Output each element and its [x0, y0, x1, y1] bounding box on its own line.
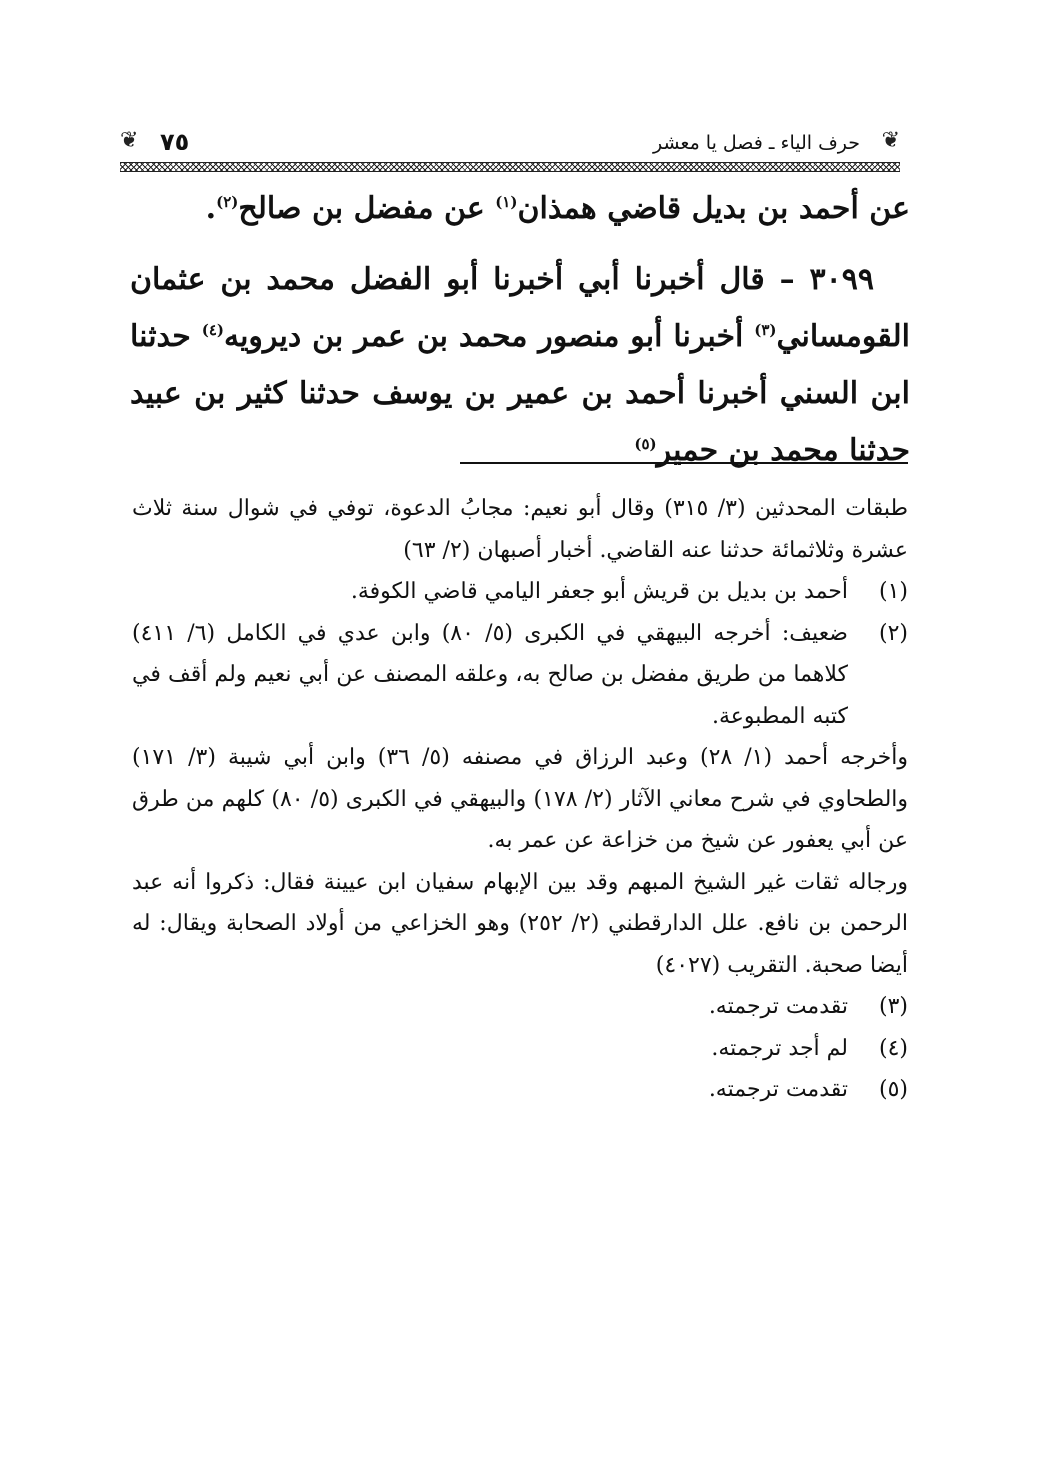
footnote-separator — [460, 462, 908, 464]
footnote-number: (١) — [878, 579, 908, 604]
footnote-text: لم أجد ترجمته. — [711, 1035, 848, 1061]
footnote-ref: (٤) — [201, 321, 224, 339]
footnote-number: (٥) — [878, 1077, 908, 1102]
hadith-paragraph: ٣٠٩٩ – قال أخبرنا أبي أخبرنا أبو الفضل محمد بن عثمان القومساني$^{(٣)}$ أخبرنا أبو منصور محمد بن عمر بن ديرويه$^{(٤)}$ حدثنا ابن السني أخبرنا أحمد بن عمير بن يوسف حدثنا كثير بن عبيد حدثنا محمد بن حمير$^{(٥)}$ — [130, 262, 910, 468]
footnote-text: ضعيف: أخرجه البيهقي في الكبرى (٥/ ٨٠) وابن عدي في الكامل (٦/ ٤١١) كلاهما من طريق مفضل بن صالح به، وعلقه المصنف عن أبي نعيم ولم أقف في كتبه المطبوعة. — [132, 620, 848, 729]
footnote-number: (٣) — [878, 994, 908, 1019]
footnote-ref: (١) — [495, 193, 518, 211]
footnotes — [132, 488, 908, 1111]
main-line: عن أحمد بن بديل قاضي همذان$^{(١)}$ عن مفضل بن صالح$^{(٢)}$. — [205, 191, 910, 226]
footnote-paragraph: وأخرجه أحمد (١/ ٢٨) وعبد الرزاق في مصنفه (٥/ ٣٦) وابن أبي شيبة (٣/ ١٧١) والطحاوي في شرح معاني الآثار (٢/ ١٧٨) والبيهقي في الكبرى (٥/ ٨٠) كلهم من طرق عن أبي يعفور عن شيخ من خزاعة عن عمر به. — [132, 745, 909, 853]
footnote-4 — [132, 1028, 908, 1070]
footnote-number: (٢) — [878, 620, 908, 646]
footnote-number: (٤) — [878, 1035, 908, 1061]
footnote-paragraph: ورجاله ثقات غير الشيخ المبهم وقد بين الإبهام سفيان ابن عيينة فقال: ذكروا أنه عبد الرحمن بن نافع. علل الدارقطني (٢/ ٢٥٢) وهو الخزاعي من أولاد الصحابة ويقال: له أيضا صحبة. التقريب (٤٠٢٧) — [132, 869, 908, 978]
footnote-text: أحمد بن بديل بن قريش أبو جعفر اليامي قاضي الكوفة. — [350, 579, 848, 604]
footnote-1 — [132, 571, 908, 613]
footnote-ref: (٥) — [634, 435, 657, 453]
running-title: حرف الياء ـ فصل يا معشر — [652, 132, 860, 154]
footnote-5 — [132, 1069, 908, 1111]
footnote-ref: (٢) — [216, 193, 239, 211]
footnote-text: تقدمت ترجمته. — [708, 1077, 848, 1102]
footnote-continuation: طبقات المحدثين (٣/ ٣١٥) وقال أبو نعيم: مجابُ الدعوة، توفي في شوال سنة ثلاث عشرة وثلاثمائة حدثنا عنه القاضي. أخبار أصبهان (٢/ ٦٣) — [132, 496, 908, 563]
footnote-ref: (٣) — [754, 321, 777, 339]
header-rule — [120, 162, 900, 172]
ornament-icon: ❦ — [120, 128, 139, 153]
footnote-2 — [132, 613, 908, 738]
main-text — [130, 180, 910, 479]
footnote-3 — [132, 986, 908, 1028]
ornament-icon: ❦ — [881, 128, 900, 153]
running-header — [120, 128, 900, 174]
footnote-text: تقدمت ترجمته. — [708, 994, 848, 1019]
page-number: ٧٥ — [160, 128, 190, 156]
